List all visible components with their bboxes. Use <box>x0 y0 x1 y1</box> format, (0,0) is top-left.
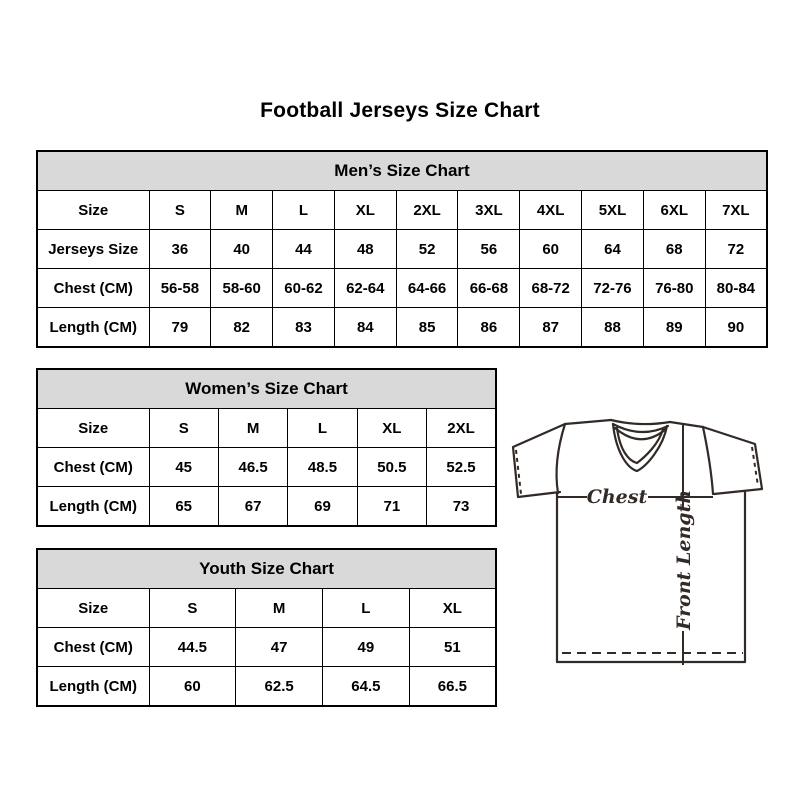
value-cell: 52 <box>396 230 458 269</box>
value-cell: 69 <box>288 487 357 527</box>
value-cell: 64.5 <box>323 667 410 707</box>
value-cell: 72-76 <box>582 269 644 308</box>
size-cell: XL <box>409 589 496 628</box>
row-label: Chest (CM) <box>37 448 149 487</box>
size-cell: L <box>288 409 357 448</box>
size-cell: 6XL <box>643 191 705 230</box>
value-cell: 64-66 <box>396 269 458 308</box>
size-cell: M <box>218 409 287 448</box>
table-row <box>37 308 767 348</box>
table-row <box>37 269 767 308</box>
value-cell: 46.5 <box>218 448 287 487</box>
size-cell: M <box>211 191 273 230</box>
row-label: Length (CM) <box>37 308 149 348</box>
table-row <box>37 628 496 667</box>
table-row <box>37 487 496 527</box>
value-cell: 66.5 <box>409 667 496 707</box>
value-cell: 73 <box>427 487 496 527</box>
value-cell: 49 <box>323 628 410 667</box>
row-label: Chest (CM) <box>37 269 149 308</box>
size-cell: M <box>236 589 323 628</box>
table-row <box>37 369 496 409</box>
value-cell: 67 <box>218 487 287 527</box>
table-row <box>37 151 767 191</box>
size-cell: 4XL <box>520 191 582 230</box>
womens-size-table <box>36 368 497 527</box>
value-cell: 84 <box>334 308 396 348</box>
size-cell: XL <box>334 191 396 230</box>
size-cell: 3XL <box>458 191 520 230</box>
table-title: Youth Size Chart <box>37 549 496 589</box>
table-row <box>37 230 767 269</box>
table-row <box>37 448 496 487</box>
value-cell: 82 <box>211 308 273 348</box>
value-cell: 44.5 <box>149 628 236 667</box>
value-cell: 85 <box>396 308 458 348</box>
value-cell: 60 <box>149 667 236 707</box>
value-cell: 60-62 <box>273 269 335 308</box>
value-cell: 50.5 <box>357 448 426 487</box>
value-cell: 87 <box>520 308 582 348</box>
table-row <box>37 589 496 628</box>
value-cell: 60 <box>520 230 582 269</box>
value-cell: 44 <box>273 230 335 269</box>
value-cell: 80-84 <box>705 269 767 308</box>
row-label: Size <box>37 589 149 628</box>
page-title: Football Jerseys Size Chart <box>260 99 540 122</box>
value-cell: 66-68 <box>458 269 520 308</box>
row-label: Size <box>37 191 149 230</box>
size-cell: S <box>149 409 218 448</box>
front-length-label: Front Length <box>673 489 695 630</box>
value-cell: 58-60 <box>211 269 273 308</box>
row-label: Length (CM) <box>37 667 149 707</box>
value-cell: 72 <box>705 230 767 269</box>
jersey-diagram <box>500 400 770 672</box>
table-row <box>37 191 767 230</box>
table-title: Women’s Size Chart <box>37 369 496 409</box>
value-cell: 52.5 <box>427 448 496 487</box>
jersey-right-armhole <box>703 427 713 494</box>
chest-label: Chest <box>586 486 648 508</box>
jersey-left-armhole <box>557 424 565 493</box>
value-cell: 48.5 <box>288 448 357 487</box>
value-cell: 62.5 <box>236 667 323 707</box>
value-cell: 71 <box>357 487 426 527</box>
value-cell: 51 <box>409 628 496 667</box>
value-cell: 56 <box>458 230 520 269</box>
value-cell: 56-58 <box>149 269 211 308</box>
jersey-left-shoulder-line <box>565 420 611 424</box>
size-cell: 7XL <box>705 191 767 230</box>
value-cell: 47 <box>236 628 323 667</box>
jersey-right-shoulder-line <box>670 422 703 427</box>
value-cell: 89 <box>643 308 705 348</box>
value-cell: 36 <box>149 230 211 269</box>
value-cell: 90 <box>705 308 767 348</box>
size-cell: L <box>273 191 335 230</box>
table-row <box>37 409 496 448</box>
value-cell: 48 <box>334 230 396 269</box>
table-row <box>37 667 496 707</box>
value-cell: 68 <box>643 230 705 269</box>
value-cell: 79 <box>149 308 211 348</box>
value-cell: 45 <box>149 448 218 487</box>
jersey-body-outline <box>557 489 745 662</box>
value-cell: 68-72 <box>520 269 582 308</box>
size-cell: XL <box>357 409 426 448</box>
size-cell: 5XL <box>582 191 644 230</box>
value-cell: 64 <box>582 230 644 269</box>
value-cell: 76-80 <box>643 269 705 308</box>
youth-size-table <box>36 548 497 707</box>
size-cell: 2XL <box>427 409 496 448</box>
row-label: Size <box>37 409 149 448</box>
mens-size-table <box>36 150 768 348</box>
size-cell: S <box>149 589 236 628</box>
row-label: Chest (CM) <box>37 628 149 667</box>
value-cell: 40 <box>211 230 273 269</box>
value-cell: 65 <box>149 487 218 527</box>
size-cell: S <box>149 191 211 230</box>
table-title: Men’s Size Chart <box>37 151 767 191</box>
row-label: Jerseys Size <box>37 230 149 269</box>
value-cell: 62-64 <box>334 269 396 308</box>
value-cell: 83 <box>273 308 335 348</box>
size-cell: L <box>323 589 410 628</box>
size-cell: 2XL <box>396 191 458 230</box>
table-row <box>37 549 496 589</box>
value-cell: 86 <box>458 308 520 348</box>
value-cell: 88 <box>582 308 644 348</box>
row-label: Length (CM) <box>37 487 149 527</box>
